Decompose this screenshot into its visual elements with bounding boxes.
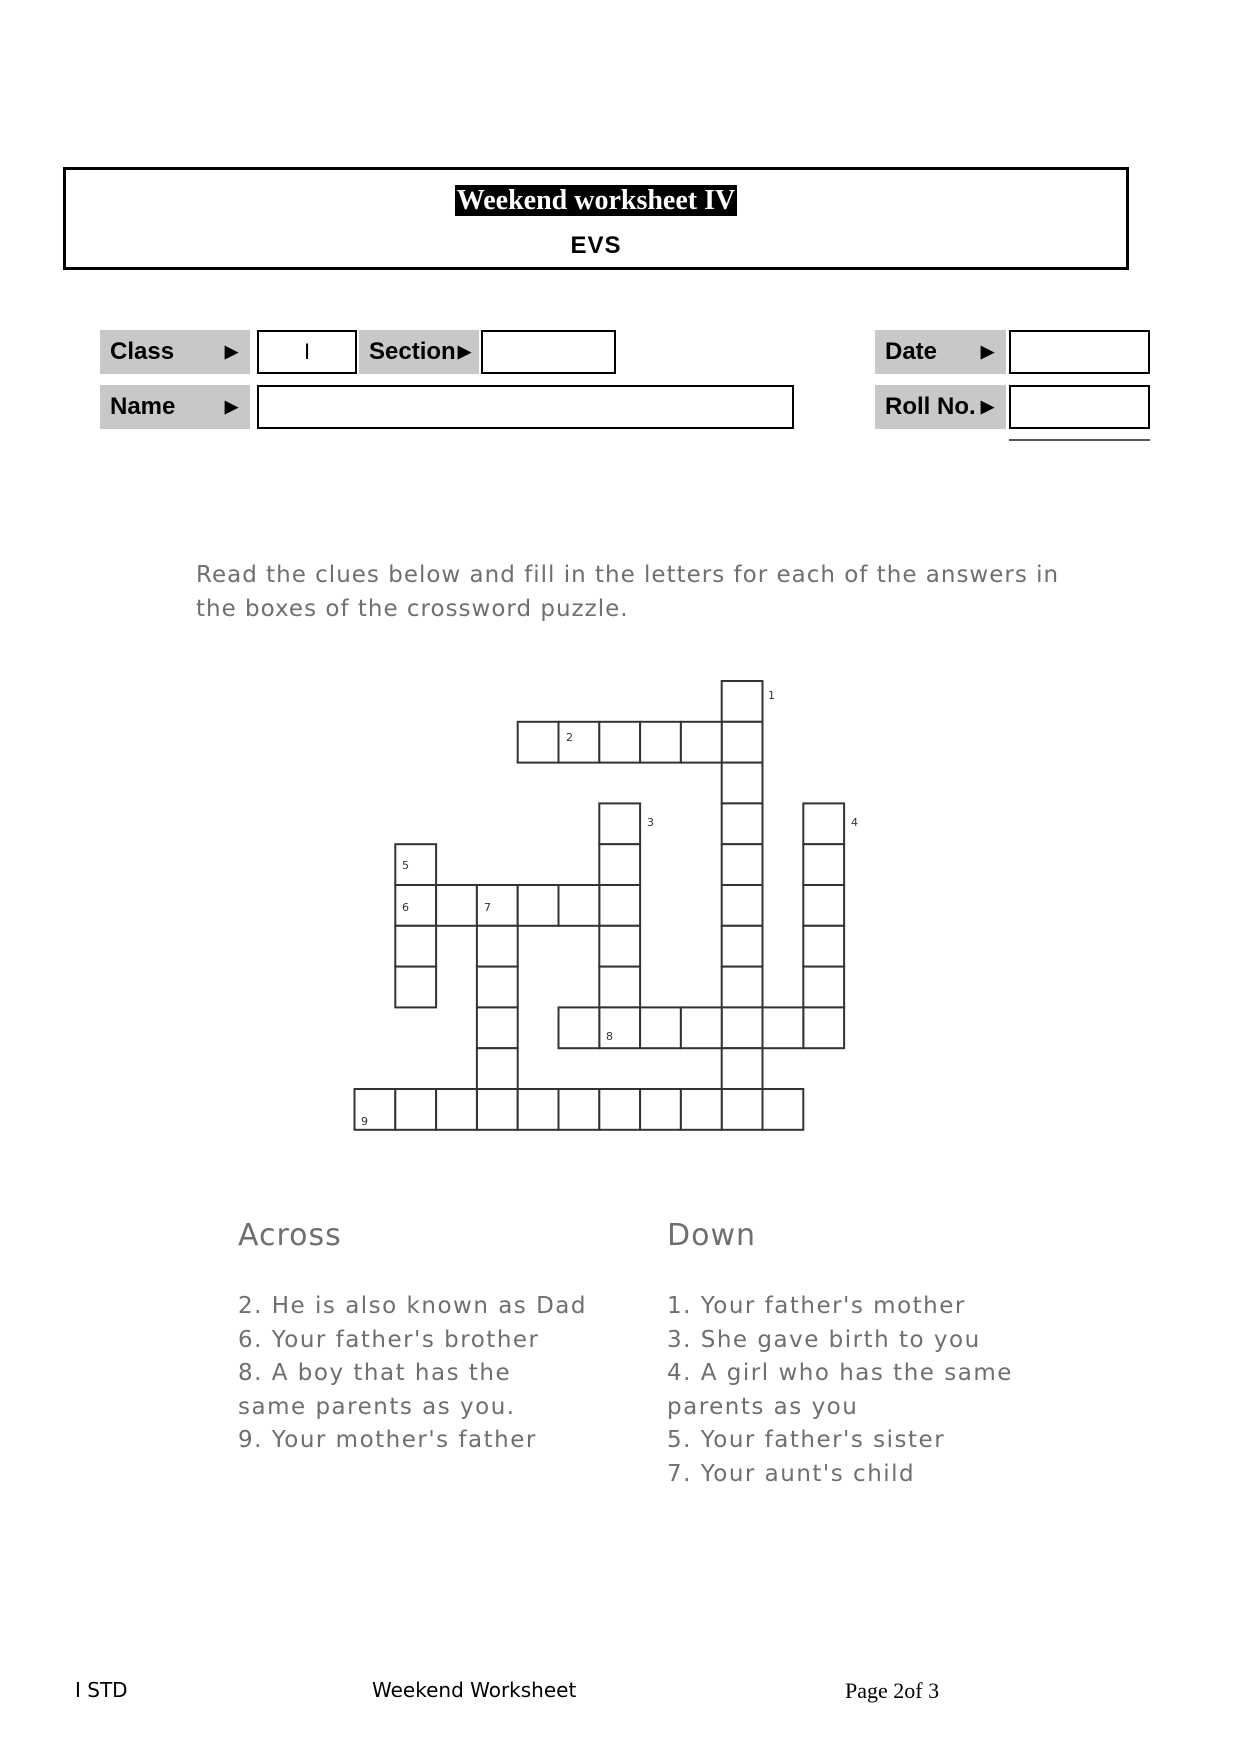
clue-number-1: 1 [768,689,775,702]
down-clue: 3. She gave birth to you [667,1326,981,1353]
crossword-cell[interactable] [436,1089,477,1130]
crossword-cell[interactable] [559,885,600,926]
across-clue: 2. He is also known as Dad [238,1293,588,1319]
crossword-cell[interactable] [599,967,640,1008]
class-field[interactable]: I [257,330,357,374]
crossword-cell[interactable] [599,844,640,885]
crossword-cell[interactable] [803,1007,844,1048]
crossword-cell[interactable] [640,1007,681,1048]
class-arrow-icon: ▶ [224,342,238,361]
crossword-cell[interactable] [477,967,518,1008]
crossword-cell[interactable] [518,722,559,763]
clue-number-5: 5 [402,859,409,872]
down-heading: Down [667,1218,757,1253]
crossword-cell[interactable] [722,763,763,804]
name-label-text: Name [110,393,176,420]
crossword-cell[interactable] [763,1007,804,1048]
across-clue-list [238,1290,587,1458]
down-clue-list [667,1290,1013,1491]
crossword-cell[interactable] [436,885,477,926]
down-clue: parents as you [667,1393,859,1420]
crossword-cell[interactable] [722,1007,763,1048]
crossword-cell[interactable] [803,844,844,885]
across-clue: 9. Your mother's father [238,1427,537,1453]
crossword-cell[interactable] [722,803,763,844]
roll-number-arrow-icon: ▶ [980,397,994,416]
crossword-cell[interactable] [559,1007,600,1048]
crossword-cell[interactable] [803,885,844,926]
clue-number-9: 9 [361,1115,368,1128]
crossword-cell[interactable] [599,885,640,926]
across-clue: 6. Your father's brother [238,1326,540,1353]
date-label-text: Date [885,338,938,365]
crossword-cell[interactable] [477,1089,518,1130]
instructions-line-2: the boxes of the crossword puzzle. [196,596,629,622]
down-clue: 7. Your aunt's child [667,1460,916,1487]
across-clue: same parents as you. [238,1393,516,1420]
crossword-cell[interactable] [803,967,844,1008]
down-clue: 1. Your father's mother [667,1293,966,1319]
section-label-text: Section [369,338,456,365]
crossword-cell[interactable] [559,1089,600,1130]
name-arrow-icon: ▶ [224,397,238,416]
crossword-cell[interactable] [395,1089,436,1130]
crossword-cell[interactable] [640,722,681,763]
crossword-cell[interactable] [722,1089,763,1130]
crossword-cell[interactable] [599,1089,640,1130]
class-label-text: Class [110,338,175,365]
crossword-cell[interactable] [803,803,844,844]
crossword-cell[interactable] [763,1089,804,1130]
crossword-cell[interactable] [559,722,600,763]
footer-class: I STD [75,1678,128,1702]
crossword-cells [355,681,845,1130]
crossword-cell[interactable] [599,722,640,763]
clue-number-8: 8 [606,1030,613,1043]
crossword-cell[interactable] [681,722,722,763]
roll-number-label-text: Roll No. [885,393,976,420]
crossword-cell[interactable] [477,1048,518,1089]
crossword-cell[interactable] [722,926,763,967]
crossword-cell[interactable] [640,1089,681,1130]
crossword-cell[interactable] [722,844,763,885]
clue-number-7: 7 [484,901,491,914]
crossword-cell[interactable] [722,681,763,722]
crossword-cell[interactable] [722,1048,763,1089]
clue-number-3: 3 [647,816,654,829]
subject-title: EVS [570,232,622,259]
crossword-cell[interactable] [722,967,763,1008]
section-arrow-icon: ▶ [457,342,471,361]
clue-number-6: 6 [402,901,409,914]
across-heading: Across [238,1218,342,1253]
crossword-cell[interactable] [395,926,436,967]
crossword-cell[interactable] [722,722,763,763]
crossword-cell[interactable] [599,803,640,844]
crossword-cell[interactable] [395,967,436,1008]
across-clue: 8. A boy that has the [238,1360,512,1386]
crossword-cell[interactable] [803,926,844,967]
crossword-cell[interactable] [681,1007,722,1048]
crossword-cell[interactable] [518,885,559,926]
date-arrow-icon: ▶ [980,342,994,361]
down-clue: 4. A girl who has the same [667,1360,1013,1386]
crossword-cell[interactable] [722,885,763,926]
footer-title: Weekend Worksheet [372,1678,577,1702]
down-clue: 5. Your father's sister [667,1427,946,1453]
clue-number-2: 2 [566,731,573,744]
crossword-cell[interactable] [681,1089,722,1130]
worksheet-title-text: Weekend worksheet IV [456,185,736,216]
instructions-line-1: Read the clues below and fill in the letters for each of the answers in [196,562,1060,588]
crossword-cell[interactable] [518,1089,559,1130]
crossword-cell[interactable] [599,926,640,967]
crossword-cell[interactable] [477,926,518,967]
footer-page-number: Page 2of 3 [845,1678,940,1703]
crossword-cell[interactable] [477,1007,518,1048]
clue-number-4: 4 [851,816,858,829]
